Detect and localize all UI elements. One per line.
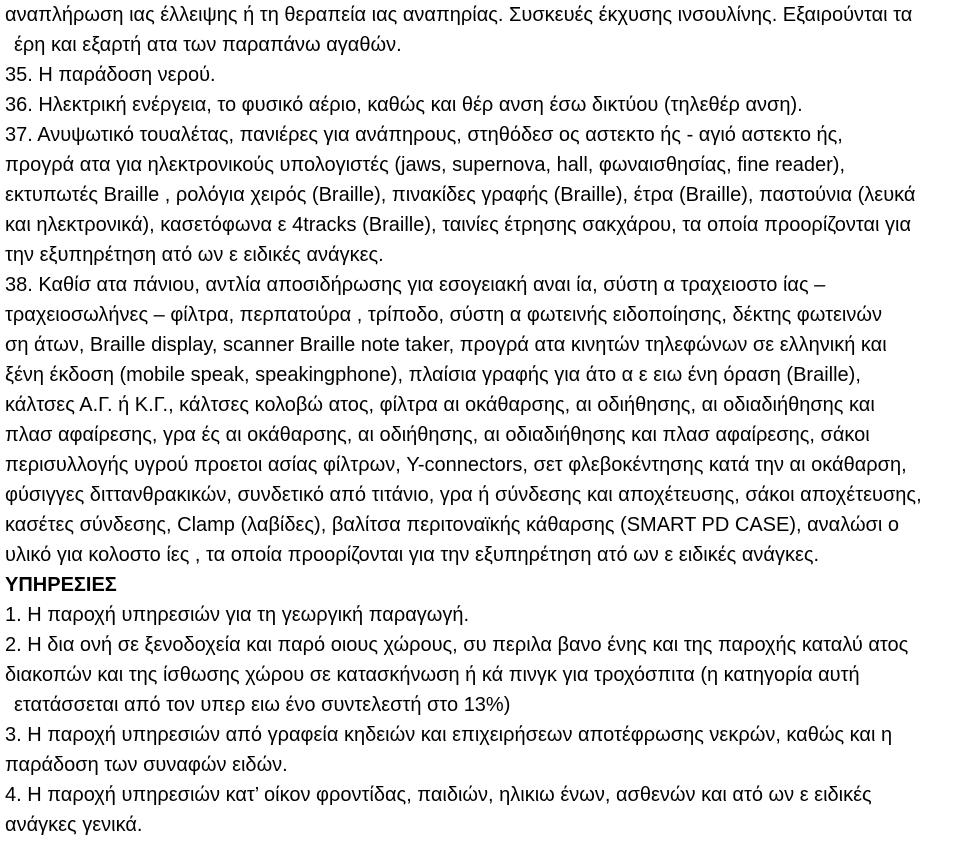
text-line: κάλτσες Α.Γ. ή Κ.Γ., κάλτσες κολοβώ ατος, φίλτρα αι οκάθαρσης, αι οδιήθησης, αι οδιαδιήθησης και bbox=[5, 394, 875, 416]
text-line: υλικό για κολοστο ίες , τα οποία προορίζονται για την εξυπηρέτηση ατό ων ε ειδικές ανάγκες. bbox=[5, 544, 820, 566]
services-section bbox=[5, 570, 957, 840]
text-line: προγρά ατα για ηλεκτρονικούς υπολογιστές (jaws, supernova, hall, φωναισθησίας, fine reader), bbox=[5, 154, 846, 176]
text-line: 3. Η παροχή υπηρεσιών από γραφεία κηδειών και επιχειρήσεων αποτέφρωσης νεκρών, καθώς και η bbox=[5, 724, 893, 746]
text-line: παράδοση των συναφών ειδών. bbox=[5, 754, 288, 776]
text-line: και ηλεκτρονικά), κασετόφωνα ε 4tracks (Braille), ταινίες έτρησης σακχάρου, τα οποία προορίζονται για bbox=[5, 214, 912, 236]
text-line: 35. Η παράδοση νερού. bbox=[5, 64, 216, 86]
text-line: πλασ αφαίρεσης, γρα ές αι οκάθαρσης, αι οδιήθησης, αι οδιαδιήθησης και πλασ αφαίρεσης, σάκοι bbox=[5, 424, 870, 446]
goods-list bbox=[5, 0, 957, 570]
text-line: εκτυπωτές Braille , ρολόγια χειρός (Braille), πινακίδες γραφής (Braille), έτρα (Braille), παστούνια (λευκά bbox=[5, 184, 916, 206]
text-line: κασέτες σύνδεσης, Clamp (λαβίδες), βαλίτσα περιτοναϊκής κάθαρσης (SMART PD CASE), αναλώσι ο bbox=[5, 514, 900, 536]
text-line: έρη και εξαρτή ατα των παραπάνω αγαθών. bbox=[14, 34, 402, 56]
text-line: ξένη έκδοση (mobile speak, speakingphone), πλαίσια γραφής για άτο α ε ειω ένη όραση (Braille), bbox=[5, 364, 861, 386]
text-line: 4. Η παροχή υπηρεσιών κατ’ οίκον φροντίδας, παιδιών, ηλικιω ένων, ασθενών και ατό ων ε ειδικές bbox=[5, 784, 872, 806]
document-page bbox=[5, 0, 957, 840]
text-line: 38. Καθίσ ατα πάνιου, αντλία αποσιδήρωσης για εσογειακή αναι ία, σύστη α τραχειοστο ίας – bbox=[5, 274, 826, 296]
text-line: 37. Ανυψωτικό τουαλέτας, πανιέρες για ανάπηρους, στηθόδεσ ος αστεκτο ής - αγιό αστεκτο ής, bbox=[5, 124, 843, 146]
text-line: φύσιγγες διττανθρακικών, συνδετικό από τιτάνιο, γρα ή σύνδεσης και αποχέτευσης, σάκοι αποχέτευσης, bbox=[5, 484, 922, 506]
text-line: 1. Η παροχή υπηρεσιών για τη γεωργική παραγωγή. bbox=[5, 604, 470, 626]
text-line: ση άτων, Braille display, scanner Braille note taker, προγρά ατα κινητών τηλεφώνων σε ελληνική και bbox=[5, 334, 887, 356]
text-line: 2. Η δια ονή σε ξενοδοχεία και παρό οιους χώρους, συ περιλα βανο ένης και της παροχής καταλύ ατος bbox=[5, 634, 909, 656]
text-line: 36. Ηλεκτρική ενέργεια, το φυσικό αέριο, καθώς και θέρ ανση έσω δικτύου (τηλεθέρ ανση). bbox=[5, 94, 803, 116]
text-line: ετατάσσεται από τον υπερ ειω ένο συντελεστή στο 13%) bbox=[14, 694, 511, 716]
text-line: αναπλήρωση ιας έλλειψης ή τη θεραπεία ιας αναπηρίας. Συσκευές έκχυσης ινσουλίνης. Εξαιρούνται τα bbox=[5, 4, 913, 26]
text-line: διακοπών και της ίσθωσης χώρου σε κατασκήνωση ή κά πινγκ για τροχόσπιτα (η κατηγορία αυτή bbox=[5, 664, 860, 686]
text-line: περισυλλογής υγρού προετοι ασίας φίλτρων, Y-connectors, σετ φλεβοκέντησης κατά την αι οκάθαρση, bbox=[5, 454, 907, 476]
text-line: ανάγκες γενικά. bbox=[5, 814, 143, 836]
section-heading: ΥΠΗΡΕΣΙΕΣ bbox=[5, 574, 117, 596]
text-line: τραχειοσωλήνες – φίλτρα, περπατούρα , τρίποδο, σύστη α φωτεινής ειδοποίησης, δέκτης φωτεινών bbox=[5, 304, 882, 326]
text-line: την εξυπηρέτηση ατό ων ε ειδικές ανάγκες. bbox=[5, 244, 384, 266]
